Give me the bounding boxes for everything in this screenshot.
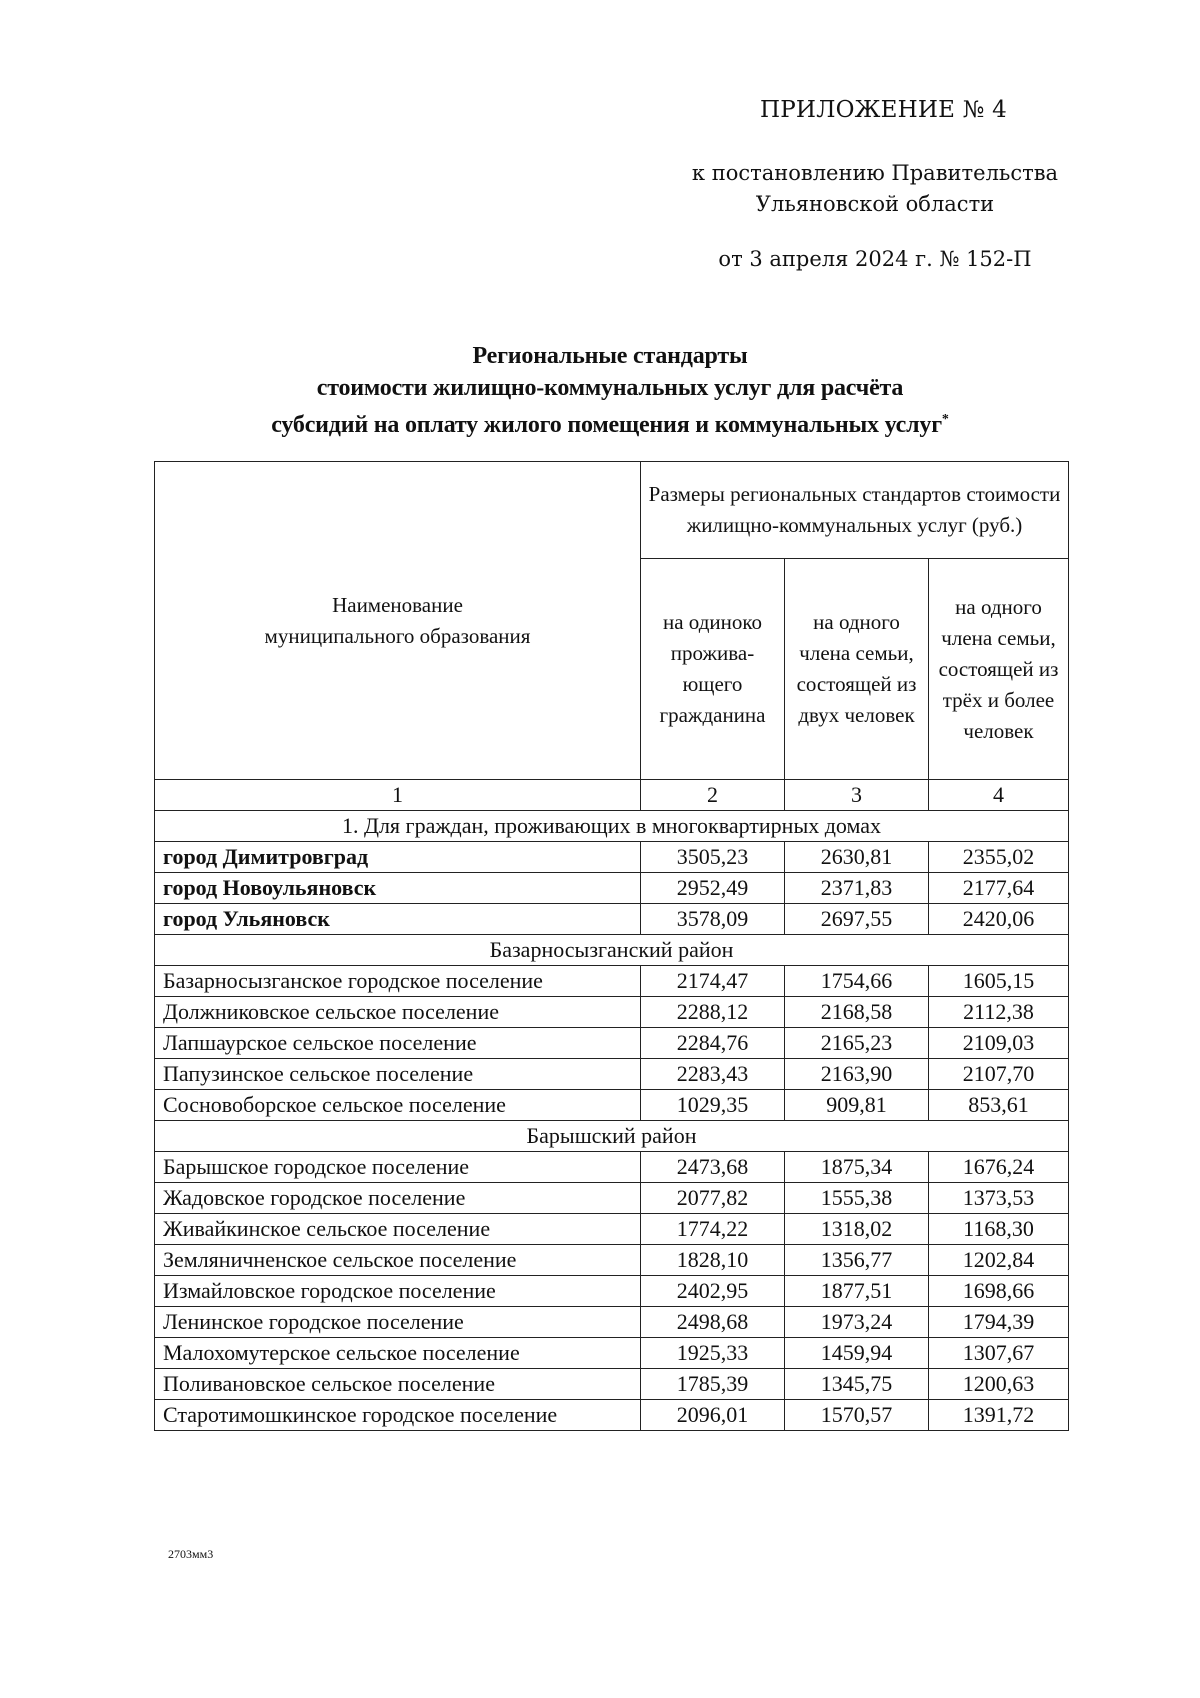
- municipality-name: Старотимошкинское городское поселение: [155, 1400, 641, 1431]
- value-three-plus: 1698,66: [929, 1276, 1069, 1307]
- decree-reference-line1: к постановлению Правительства: [691, 161, 1059, 185]
- value-single: 2283,43: [641, 1059, 785, 1090]
- value-single: 2077,82: [641, 1183, 785, 1214]
- column-number: 1: [155, 780, 641, 811]
- footnote-mark: *: [941, 412, 949, 427]
- value-two-person: 909,81: [785, 1090, 929, 1121]
- municipality-name: Измайловское городское поселение: [155, 1276, 641, 1307]
- column-header-single: на одиноко прожива-ющего гражданина: [641, 559, 785, 780]
- section-header-row: [155, 811, 1069, 842]
- value-three-plus: 1373,53: [929, 1183, 1069, 1214]
- table-row: [155, 1307, 1069, 1338]
- municipality-name: Папузинское сельское поселение: [155, 1059, 641, 1090]
- value-three-plus: 1605,15: [929, 966, 1069, 997]
- value-three-plus: 2420,06: [929, 904, 1069, 935]
- table-row: [155, 1369, 1069, 1400]
- column-number: 3: [785, 780, 929, 811]
- value-three-plus: 1200,63: [929, 1369, 1069, 1400]
- value-single: 1774,22: [641, 1214, 785, 1245]
- municipality-name: Живайкинское сельское поселение: [155, 1214, 641, 1245]
- value-two-person: 1555,38: [785, 1183, 929, 1214]
- value-two-person: 2630,81: [785, 842, 929, 873]
- document-title: [150, 340, 1070, 441]
- table-row: [155, 1183, 1069, 1214]
- title-line-3: субсидий на оплату жилого помещения и коммунальных услуг*: [271, 412, 949, 438]
- table-row: [155, 1152, 1069, 1183]
- municipality-name: Земляничненское сельское поселение: [155, 1245, 641, 1276]
- municipality-name: Сосновоборское сельское поселение: [155, 1090, 641, 1121]
- value-three-plus: 1391,72: [929, 1400, 1069, 1431]
- municipality-name: Малохомутерское сельское поселение: [155, 1338, 641, 1369]
- value-single: 2288,12: [641, 997, 785, 1028]
- municipality-name: Барышское городское поселение: [155, 1152, 641, 1183]
- value-two-person: 1877,51: [785, 1276, 929, 1307]
- value-two-person: 2371,83: [785, 873, 929, 904]
- table-row: [155, 1338, 1069, 1369]
- value-three-plus: 2109,03: [929, 1028, 1069, 1059]
- standards-table: [154, 461, 1069, 1431]
- value-three-plus: 1676,24: [929, 1152, 1069, 1183]
- value-single: 1828,10: [641, 1245, 785, 1276]
- column-number: 4: [929, 780, 1069, 811]
- column-number: 2: [641, 780, 785, 811]
- table-row: [155, 1059, 1069, 1090]
- municipality-name: город Димитровград: [155, 842, 641, 873]
- value-single: 2952,49: [641, 873, 785, 904]
- section-header-row: [155, 1121, 1069, 1152]
- value-two-person: 1345,75: [785, 1369, 929, 1400]
- column-header-municipality: Наименование муниципального образования: [155, 462, 641, 780]
- column-number-row: [155, 780, 1069, 811]
- value-single: 2498,68: [641, 1307, 785, 1338]
- value-two-person: 1875,34: [785, 1152, 929, 1183]
- table-body: [155, 811, 1069, 1431]
- value-two-person: 2697,55: [785, 904, 929, 935]
- value-single: 1029,35: [641, 1090, 785, 1121]
- value-three-plus: 2112,38: [929, 997, 1069, 1028]
- value-two-person: 2168,58: [785, 997, 929, 1028]
- value-three-plus: 1202,84: [929, 1245, 1069, 1276]
- value-two-person: 2165,23: [785, 1028, 929, 1059]
- municipality-name: Базарносызганское городское поселение: [155, 966, 641, 997]
- table-row: [155, 966, 1069, 997]
- value-two-person: 1973,24: [785, 1307, 929, 1338]
- municipality-name: Жадовское городское поселение: [155, 1183, 641, 1214]
- value-three-plus: 1307,67: [929, 1338, 1069, 1369]
- value-two-person: 1570,57: [785, 1400, 929, 1431]
- appendix-label: ПРИЛОЖЕНИЕ № 4: [760, 97, 1007, 123]
- decree-reference-line2: Ульяновской области: [755, 192, 995, 216]
- municipality-name: город Ульяновск: [155, 904, 641, 935]
- section-title: Барышский район: [155, 1121, 1069, 1152]
- value-single: 2473,68: [641, 1152, 785, 1183]
- value-single: 2096,01: [641, 1400, 785, 1431]
- value-three-plus: 2107,70: [929, 1059, 1069, 1090]
- municipality-name: Поливановское сельское поселение: [155, 1369, 641, 1400]
- title-line-1: Региональные стандарты: [472, 343, 748, 369]
- municipality-name: Лапшаурское сельское поселение: [155, 1028, 641, 1059]
- value-two-person: 1754,66: [785, 966, 929, 997]
- table-row: [155, 873, 1069, 904]
- value-two-person: 2163,90: [785, 1059, 929, 1090]
- table-row: [155, 1028, 1069, 1059]
- value-single: 2402,95: [641, 1276, 785, 1307]
- value-single: 2174,47: [641, 966, 785, 997]
- municipality-name: город Новоульяновск: [155, 873, 641, 904]
- value-two-person: 1459,94: [785, 1338, 929, 1369]
- value-three-plus: 853,61: [929, 1090, 1069, 1121]
- table-row: [155, 1090, 1069, 1121]
- footer-doc-code: 2703мм3: [168, 1547, 214, 1561]
- value-three-plus: 1794,39: [929, 1307, 1069, 1338]
- value-three-plus: 2177,64: [929, 873, 1069, 904]
- column-group-header: Размеры региональных стандартов стоимости жилищно-коммунальных услуг (руб.): [641, 462, 1069, 559]
- decree-reference: [680, 158, 1070, 220]
- title-line-2: стоимости жилищно-коммунальных услуг для расчёта: [316, 375, 904, 401]
- table-row: [155, 997, 1069, 1028]
- section-title: 1. Для граждан, проживающих в многоквартирных домах: [155, 811, 1069, 842]
- column-header-three-plus: на одного члена семьи, состоящей из трёх и более человек: [929, 559, 1069, 780]
- value-single: 2284,76: [641, 1028, 785, 1059]
- value-single: 3578,09: [641, 904, 785, 935]
- municipality-name: Должниковское сельское поселение: [155, 997, 641, 1028]
- value-single: 3505,23: [641, 842, 785, 873]
- value-two-person: 1356,77: [785, 1245, 929, 1276]
- table-row: [155, 1400, 1069, 1431]
- value-three-plus: 2355,02: [929, 842, 1069, 873]
- section-header-row: [155, 935, 1069, 966]
- municipality-name: Ленинское городское поселение: [155, 1307, 641, 1338]
- table-row: [155, 904, 1069, 935]
- value-two-person: 1318,02: [785, 1214, 929, 1245]
- table-row: [155, 1245, 1069, 1276]
- column-header-two-person: на одного члена семьи, состоящей из двух человек: [785, 559, 929, 780]
- value-single: 1785,39: [641, 1369, 785, 1400]
- table-row: [155, 1276, 1069, 1307]
- table-row: [155, 1214, 1069, 1245]
- value-three-plus: 1168,30: [929, 1214, 1069, 1245]
- value-single: 1925,33: [641, 1338, 785, 1369]
- table-row: [155, 842, 1069, 873]
- decree-date: от 3 апреля 2024 г. № 152-П: [718, 247, 1032, 271]
- section-title: Базарносызганский район: [155, 935, 1069, 966]
